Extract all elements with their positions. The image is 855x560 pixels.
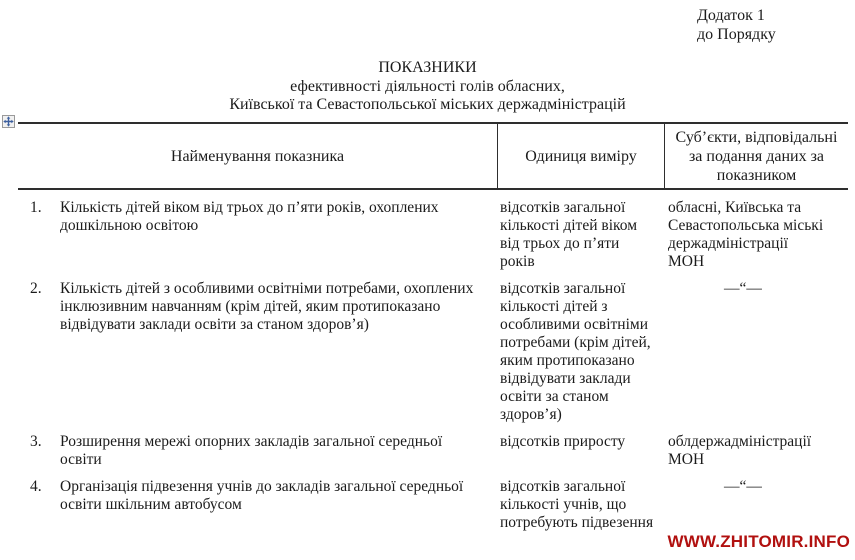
unit-of-measure: відсотків приросту xyxy=(500,433,626,450)
four-way-move-arrow-icon xyxy=(3,116,14,127)
indicator-name: Організація підвезення учнів до закладів загальної середньої освіти шкільним автобусом xyxy=(60,478,464,513)
title-line-3: Київської та Севастопольської міських держадміністрацій xyxy=(229,96,626,113)
annex-block xyxy=(697,6,776,44)
indicator-name: Кількість дітей віком від трьох до п’яти років, охоплених дошкільною освітою xyxy=(60,199,439,234)
header-unit: Одиниця виміру xyxy=(497,124,664,188)
annex-line-2: до Порядку xyxy=(697,26,776,43)
indicator-name: Кількість дітей з особливими освітніми потребами, охоплених інклюзивним навчанням (крім дітей, яким протипоказано відвідувати заклади освіти за станом здоров’я) xyxy=(60,280,474,333)
table-move-handle[interactable] xyxy=(2,115,15,128)
table-body xyxy=(18,190,848,532)
responsible-subject xyxy=(664,199,848,271)
subject-line-1: облдержадміністрації xyxy=(668,433,812,450)
site-watermark: WWW.ZHITOMIR.INFO xyxy=(667,532,850,551)
row-number: 2. xyxy=(30,280,42,297)
header-indicator-name: Найменування показника xyxy=(170,147,345,165)
unit-of-measure: відсотків загальної кількості учнів, що потребують підвезення xyxy=(500,478,654,531)
table-row xyxy=(18,433,848,469)
ditto-mark: —“— xyxy=(724,478,762,495)
subject-line-2: МОН xyxy=(668,253,705,270)
responsible-subject xyxy=(664,280,848,424)
row-number: 3. xyxy=(30,433,42,450)
row-number: 1. xyxy=(30,199,42,216)
header-responsible-subjects: Суб’єкти, відповідальні за подання даних за показником xyxy=(664,124,848,188)
table-header-row xyxy=(18,122,848,190)
unit-of-measure: відсотків загальної кількості дітей з особливими освітніми потребами (крім дітей, яким протипоказано відвідувати заклади освіти за станом здоров’я) xyxy=(500,280,651,423)
responsible-subject xyxy=(664,478,848,532)
unit-of-measure: відсотків загальної кількості дітей віком від трьох до п’яти років xyxy=(500,199,638,270)
responsible-subject xyxy=(664,433,848,469)
title-line-1: ПОКАЗНИКИ xyxy=(378,59,477,76)
subject-line-2: МОН xyxy=(668,451,705,468)
title-line-2: ефективності діяльності голів обласних, xyxy=(290,77,565,95)
subject-line-1: обласні, Київська та Севастопольська міські держадміністрації xyxy=(668,199,824,252)
table-row xyxy=(18,478,848,532)
indicators-table xyxy=(18,122,848,541)
annex-line-1: Додаток 1 xyxy=(697,7,765,24)
table-row xyxy=(18,280,848,424)
row-number: 4. xyxy=(30,478,42,495)
document-title xyxy=(0,59,855,115)
indicator-name: Розширення мережі опорних закладів загальної середньої освіти xyxy=(60,433,443,468)
table-row xyxy=(18,199,848,271)
ditto-mark: —“— xyxy=(724,280,762,297)
